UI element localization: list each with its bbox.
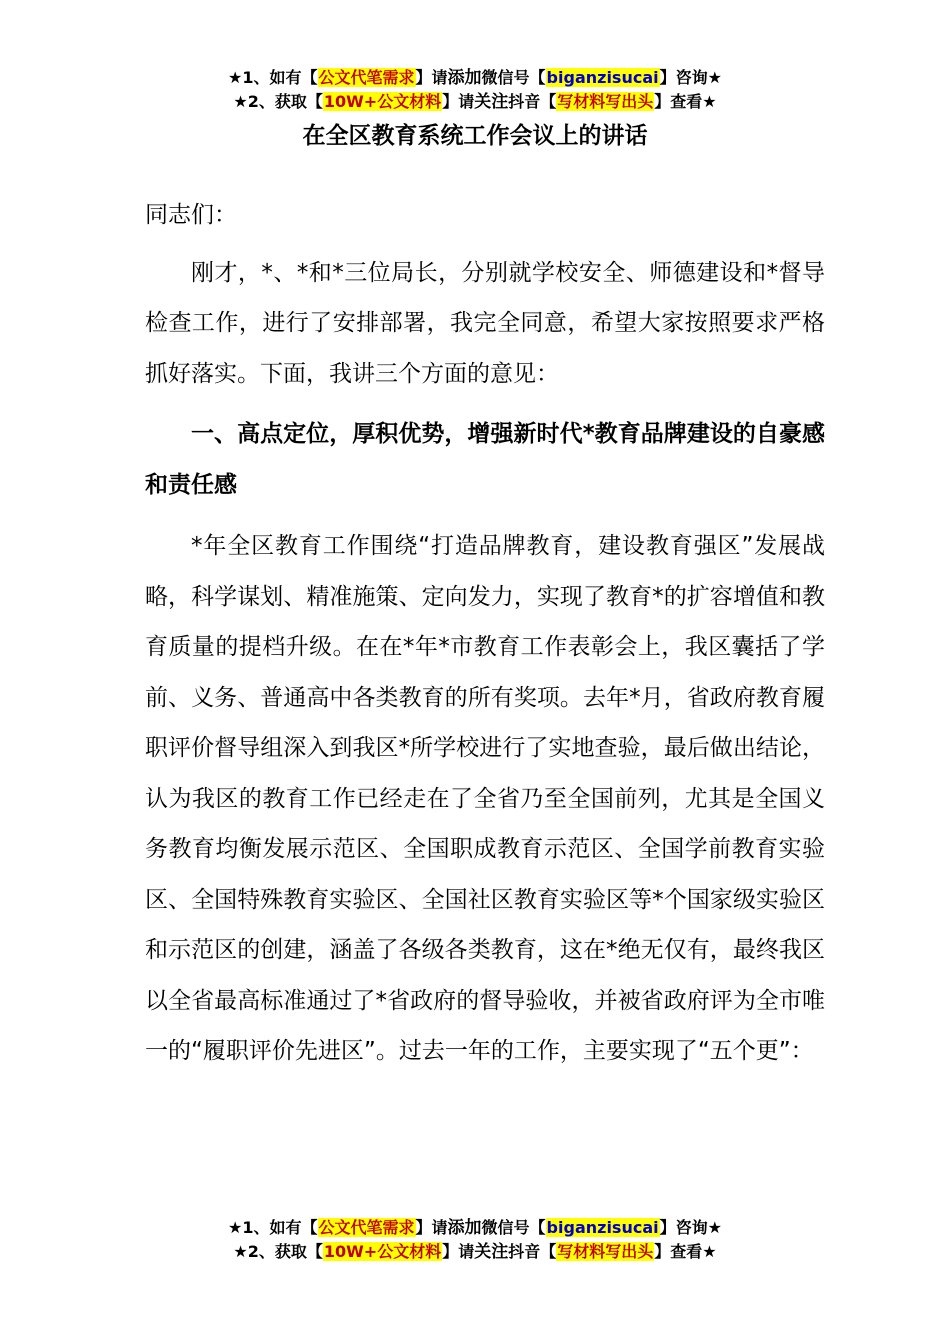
banner-text: 微信号【 — [481, 68, 546, 87]
banner-emphasis: 关注 — [474, 1242, 509, 1262]
banner-text: 】请 — [415, 68, 448, 87]
banner-line-1 — [0, 1216, 950, 1240]
header-banner — [0, 66, 950, 114]
banner-highlight-wechat-id: biganzisucai — [546, 68, 659, 87]
banner-text: 抖音【 — [508, 92, 557, 111]
banner-text: 】咨询★ — [659, 68, 722, 87]
banner-highlight-materials: 10W+公文材料 — [323, 92, 442, 111]
banner-text: ★2、获取【 — [233, 1242, 323, 1261]
section-heading-1: 一、高点定位，厚积优势，增强新时代*教育品牌建设的自豪感和责任感 — [145, 421, 825, 498]
banner-highlight-douyin-id: 写材料写出头 — [557, 1242, 654, 1261]
banner-emphasis: 关注 — [474, 92, 509, 112]
banner-highlight-douyin-id: 写材料写出头 — [557, 92, 654, 111]
banner-text: 】请 — [442, 1242, 475, 1261]
banner-line-1 — [0, 66, 950, 90]
banner-emphasis: 添加 — [447, 68, 482, 88]
greeting: 同志们： — [145, 202, 237, 228]
document-body — [145, 190, 825, 1077]
banner-text: ★1、如有【 — [228, 1218, 318, 1237]
banner-highlight-wechat-id: biganzisucai — [546, 1218, 659, 1237]
paragraph-2: *年全区教育工作围绕“打造品牌教育，建设教育强区”发展战略，科学谋划、精准施策、定向发力，实现了教育*的扩容增值和教育质量的提档升级。在在*年*市教育工作表彰会上，我区囊括了学前、义务、普通高中各类教育的所有奖项。去年*月，省政府教育履职评价督导组深入到我区*所学校进行了实地查验，最后做出结论，认为我区的教育工作已经走在了全省乃至全国前列，尤其是全国义务教育均衡发展示范区、全国职成教育示范区、全国学前教育实验区、全国特殊教育实验区、全国社区教育实验区等*个国家级实验区和示范区的创建，涵盖了各级各类教育，这在*绝无仅有，最终我区以全省最高标准通过了*省政府的督导验收，并被省政府评为全市唯一的“履职评价先进区”。过去一年的工作，主要实现了“五个更”： — [145, 533, 825, 1064]
banner-text: 】请 — [415, 1218, 448, 1237]
banner-text: ★1、如有【 — [228, 68, 318, 87]
banner-text: 抖音【 — [508, 1242, 557, 1261]
banner-text: 】查看★ — [654, 92, 717, 111]
banner-highlight-service: 公文代笔需求 — [318, 68, 415, 87]
banner-text: 】查看★ — [654, 1242, 717, 1261]
banner-line-2 — [0, 1240, 950, 1264]
banner-text: ★2、获取【 — [233, 92, 323, 111]
banner-highlight-materials: 10W+公文材料 — [323, 1242, 442, 1261]
banner-text: 】咨询★ — [659, 1218, 722, 1237]
banner-text: 微信号【 — [481, 1218, 546, 1237]
banner-text: 】请 — [442, 92, 475, 111]
paragraph-1: 刚才，*、*和*三位局长，分别就学校安全、师德建设和*督导检查工作，进行了安排部署，我完全同意，希望大家按照要求严格抓好落实。下面，我讲三个方面的意见： — [145, 259, 825, 387]
banner-emphasis: 添加 — [447, 1218, 482, 1238]
banner-highlight-service: 公文代笔需求 — [318, 1218, 415, 1237]
document-title: 在全区教育系统工作会议上的讲话 — [302, 123, 648, 149]
banner-line-2 — [0, 90, 950, 114]
footer-banner — [0, 1216, 950, 1264]
